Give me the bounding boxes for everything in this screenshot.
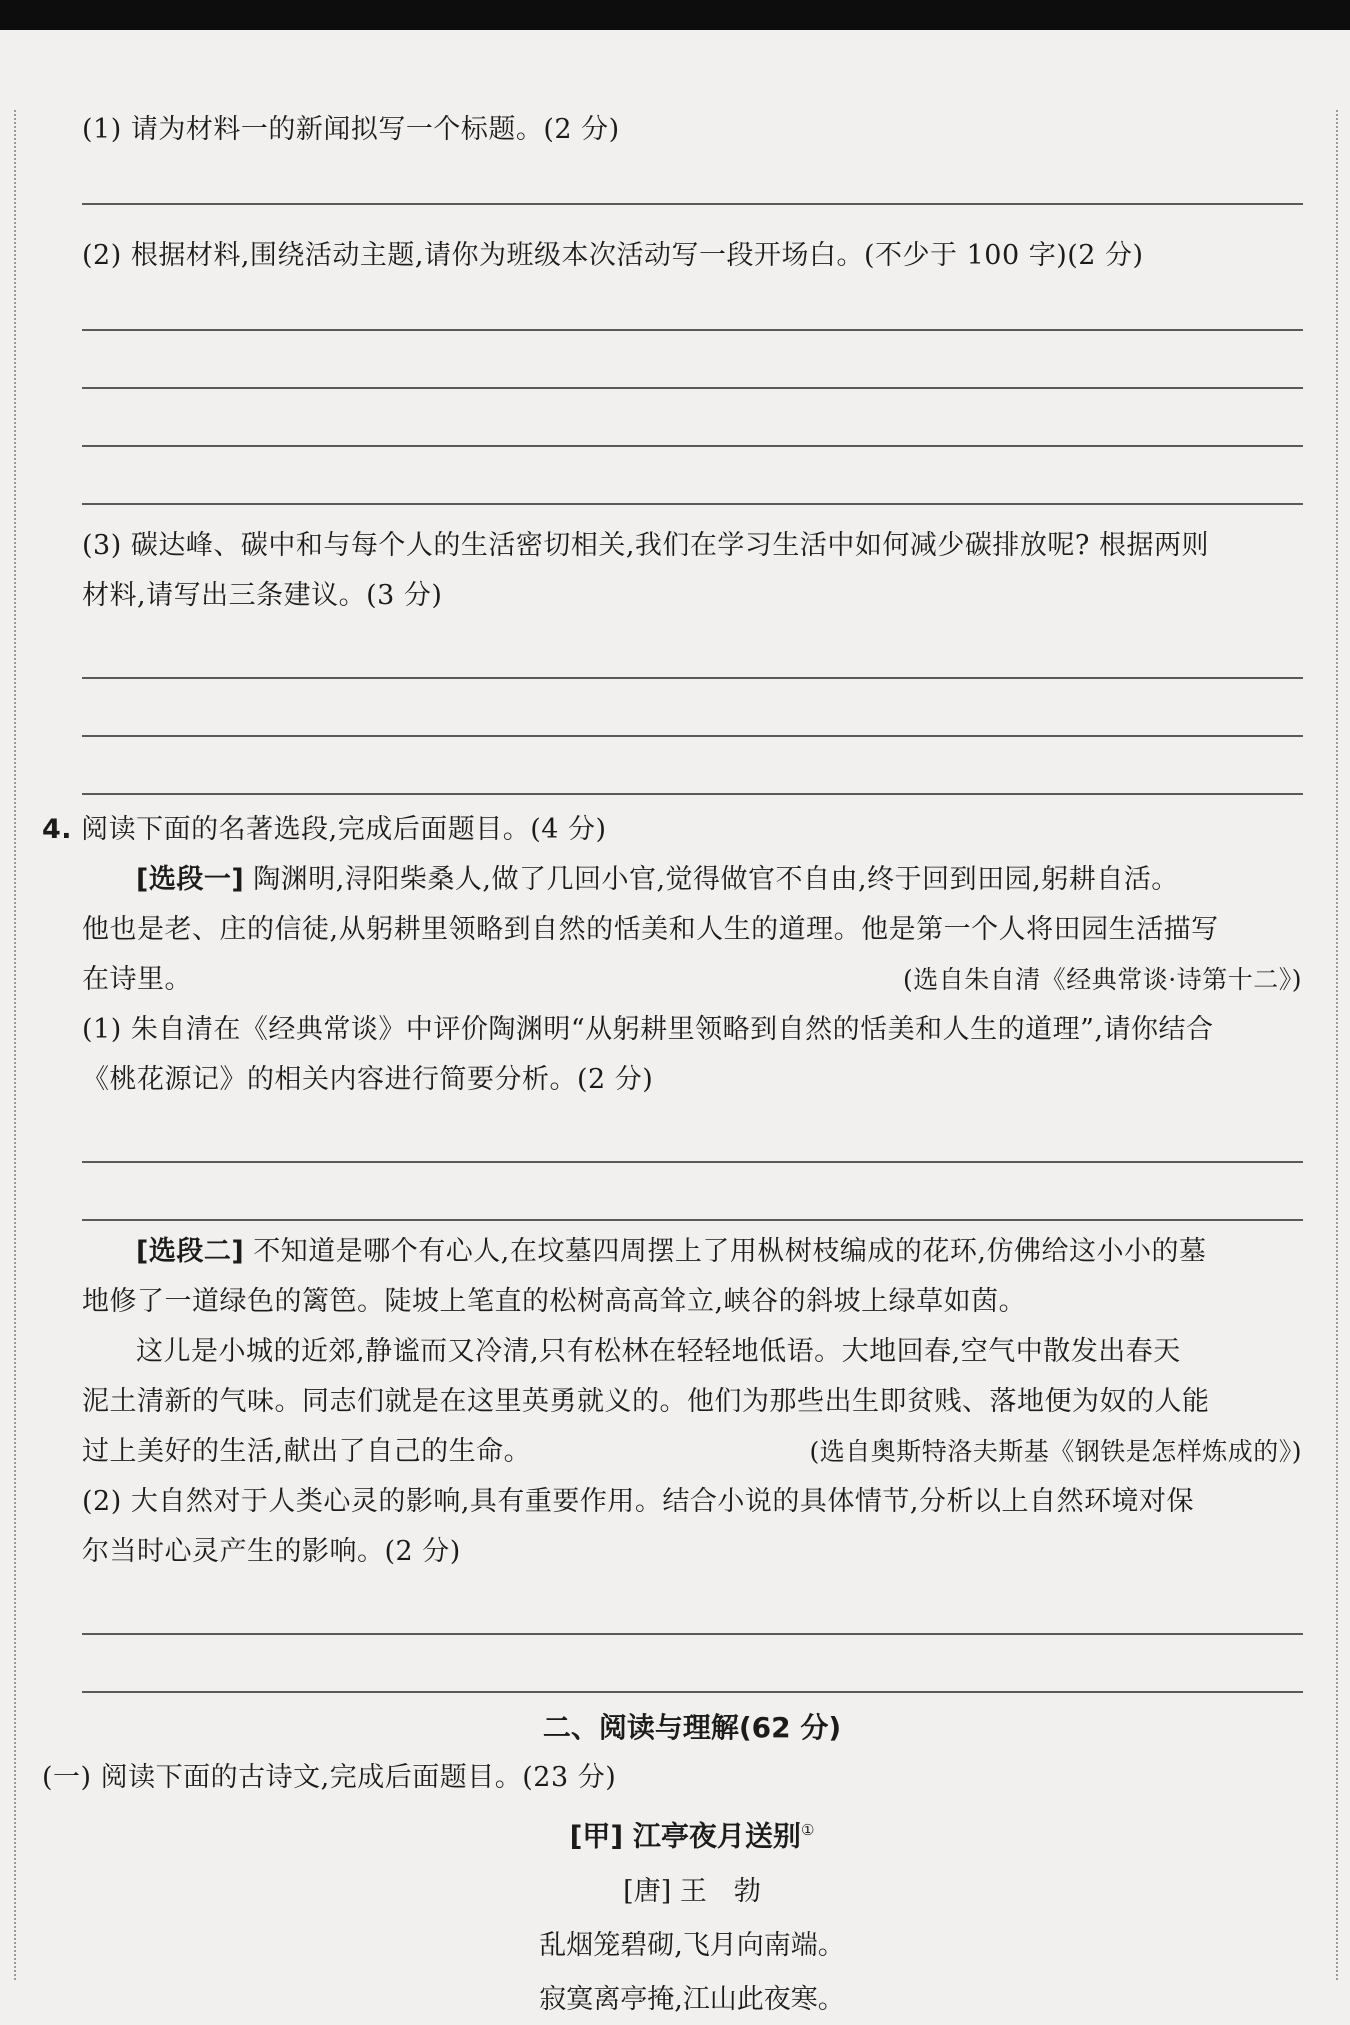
passage2-line2: 地修了一道绿色的篱笆。陡坡上笔直的松树高高耸立,峡谷的斜坡上绿草如茵。: [82, 1286, 1027, 1317]
passage1-end: 在诗里。: [82, 964, 192, 995]
left-dotted-margin: [14, 110, 16, 1980]
passage2-text: 不知道是哪个有心人,在坟墓四周摆上了用枞树枝编成的花环,仿佛给这小小的墓: [253, 1236, 1207, 1267]
part1-instruction: (一) 阅读下面的古诗文,完成后面题目。(23 分): [42, 1762, 617, 1793]
answer-line[interactable]: [82, 387, 1303, 389]
passage1-source: (选自朱自清《经典常谈·诗第十二》): [903, 965, 1302, 994]
q4-sub2-line2: 尔当时心灵产生的影响。(2 分): [82, 1536, 461, 1567]
answer-line[interactable]: [82, 445, 1303, 447]
worksheet-page: [42, 105, 1302, 2025]
passage2-line4: 泥土清新的气味。同志们就是在这里英勇就义的。他们为那些出生即贫贱、落地便为奴的人能: [82, 1386, 1210, 1417]
q3-sub3-line1: (3) 碳达峰、碳中和与每个人的生活密切相关,我们在学习生活中如何减少碳排放呢? 根据两则: [82, 530, 1209, 561]
passage1-line3: [82, 955, 1302, 1005]
passage2-line5: [82, 1427, 1302, 1477]
passage2-end: 过上美好的生活,献出了自己的生命。: [82, 1436, 532, 1467]
footnote-mark: ①: [800, 1821, 815, 1839]
answer-line[interactable]: [82, 503, 1303, 505]
answer-line[interactable]: [82, 1161, 1303, 1163]
passage1-label: [选段一]: [136, 864, 245, 895]
answer-line[interactable]: [82, 1691, 1303, 1693]
poem-author: [唐] 王 勃: [623, 1876, 761, 1908]
q4-sub2-line1: (2) 大自然对于人类心灵的影响,具有重要作用。结合小说的具体情节,分析以上自然环境对保: [82, 1486, 1194, 1517]
poem-title-text: [甲] 江亭夜月送别: [569, 1819, 801, 1853]
poem-line2: 寂寞离亭掩,江山此夜寒。: [539, 1984, 845, 2016]
q3-sub2: (2) 根据材料,围绕活动主题,请你为班级本次活动写一段开场白。(不少于 100 字)(2 分): [82, 240, 1144, 271]
answer-line[interactable]: [82, 329, 1303, 331]
q4-sub1-line1: (1) 朱自清在《经典常谈》中评价陶渊明“从躬耕里领略到自然的恬美和人生的道理”,请你结合: [82, 1014, 1214, 1045]
answer-line[interactable]: [82, 203, 1303, 205]
answer-line[interactable]: [82, 735, 1303, 737]
question-number: 4.: [42, 814, 73, 845]
right-dotted-margin: [1336, 110, 1338, 1980]
passage2-label: [选段二]: [136, 1236, 245, 1267]
passage2-line3: 这儿是小城的近郊,静谧而又冷清,只有松林在轻轻地低语。大地回春,空气中散发出春天: [136, 1336, 1181, 1367]
q4-stem-text: 阅读下面的名著选段,完成后面题目。(4 分): [81, 814, 607, 845]
passage2-line1: [82, 1227, 1302, 1277]
answer-line[interactable]: [82, 1633, 1303, 1635]
section-title: 二、阅读与理解(62 分): [542, 1711, 842, 1744]
answer-line[interactable]: [82, 677, 1303, 679]
poem-title: [82, 1805, 1302, 1861]
q4-sub1-line2: 《桃花源记》的相关内容进行简要分析。(2 分): [82, 1064, 654, 1095]
passage1-text: 陶渊明,浔阳柴桑人,做了几回小官,觉得做官不自由,终于回到田园,躬耕自活。: [253, 864, 1179, 895]
passage1-line1: [82, 855, 1302, 905]
answer-line[interactable]: [82, 793, 1303, 795]
passage2-source: (选自奥斯特洛夫斯基《钢铁是怎样炼成的》): [809, 1437, 1302, 1466]
poem-line1: 乱烟笼碧砌,飞月向南端。: [539, 1930, 845, 1962]
top-edge-bar: [0, 0, 1350, 30]
passage1-line2: 他也是老、庄的信徒,从躬耕里领略到自然的恬美和人生的道理。他是第一个人将田园生活描写: [82, 914, 1219, 945]
answer-line[interactable]: [82, 1219, 1303, 1221]
q3-sub1: (1) 请为材料一的新闻拟写一个标题。(2 分): [82, 114, 620, 145]
q3-sub3-line2: 材料,请写出三条建议。(3 分): [82, 580, 443, 611]
q4-stem: [42, 805, 1302, 855]
